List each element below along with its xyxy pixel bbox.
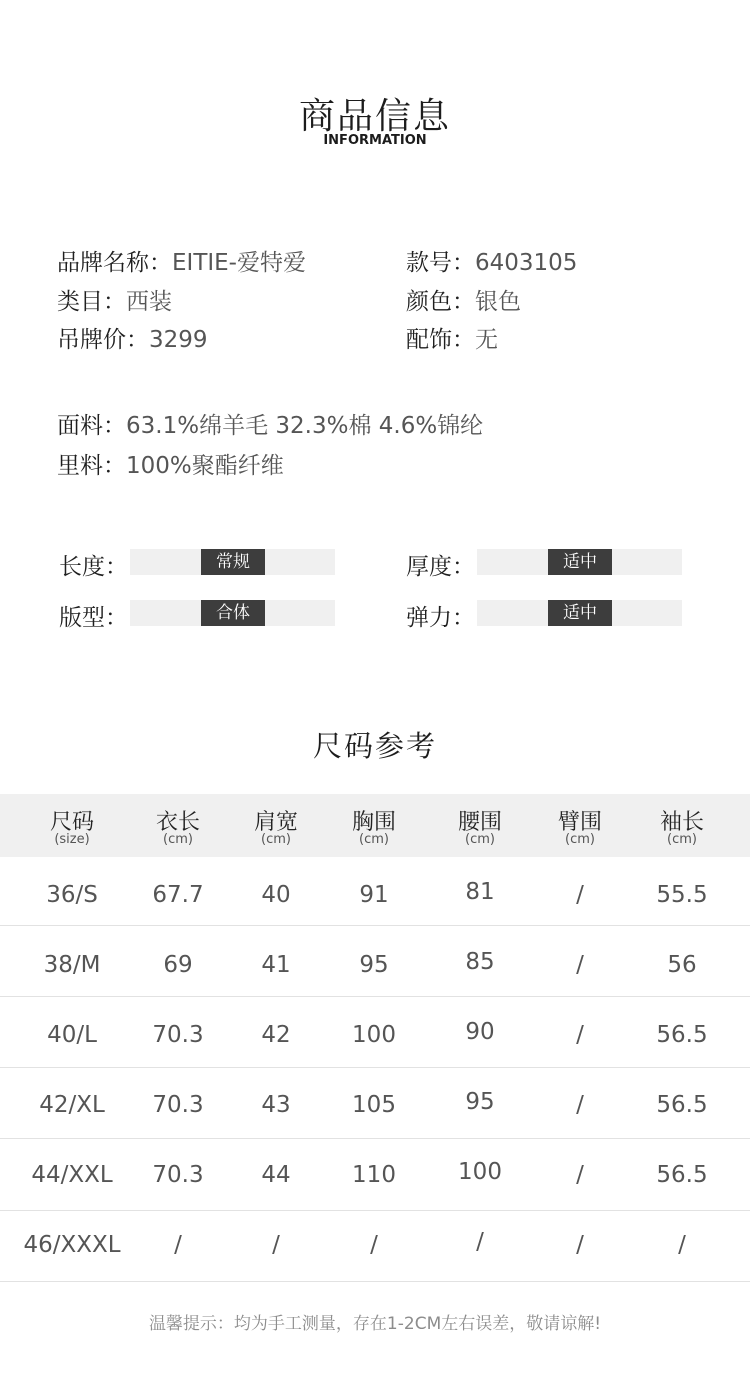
size-table-header (0, 794, 750, 857)
price-label: 吊牌价： (57, 327, 149, 353)
table-cell: / (576, 1232, 584, 1258)
table-cell: 44/XXL (31, 1162, 113, 1188)
length-scale (130, 549, 335, 575)
header-arm-unit: (cm) (565, 832, 595, 847)
fit-indicator: 合体 (201, 600, 265, 626)
accessory-value: 无 (475, 327, 498, 353)
table-cell: 42/XL (39, 1092, 105, 1118)
color-row (406, 283, 521, 316)
thickness-indicator: 适中 (548, 549, 612, 575)
fit-scale (130, 600, 335, 626)
table-cell: 67.7 (152, 882, 204, 908)
category-row (57, 283, 172, 316)
accessory-label: 配饰： (406, 327, 475, 353)
fabric-label: 面料： (57, 413, 126, 439)
table-cell: / (174, 1232, 182, 1258)
header-length-unit: (cm) (163, 832, 193, 847)
table-cell: 69 (163, 952, 193, 978)
table-cell: 42 (261, 1022, 291, 1048)
row-divider (0, 996, 750, 997)
table-cell: 90 (465, 1019, 495, 1045)
table-cell: 43 (261, 1092, 291, 1118)
page-subtitle: INFORMATION (323, 133, 427, 148)
style-number-label: 款号： (406, 250, 475, 276)
table-cell: 85 (465, 949, 495, 975)
style-number-row (406, 244, 577, 277)
table-cell: / (576, 1022, 584, 1048)
table-cell: 56.5 (656, 1162, 708, 1188)
accessory-row (406, 321, 498, 354)
style-number-value: 6403105 (475, 250, 578, 276)
header-chest-unit: (cm) (359, 832, 389, 847)
header-sleeve (632, 794, 732, 857)
brand-label: 品牌名称： (57, 250, 172, 276)
fabric-row (57, 407, 483, 440)
size-chart-title: 尺码参考 (312, 729, 437, 763)
lining-row (57, 447, 284, 480)
header-waist-label: 腰围 (457, 810, 502, 835)
table-cell: / (576, 1092, 584, 1118)
table-cell: 38/M (43, 952, 101, 978)
color-label: 颜色： (406, 289, 475, 315)
table-cell: 95 (359, 952, 389, 978)
table-cell: / (370, 1232, 378, 1258)
header-size-label: 尺码 (49, 810, 94, 835)
thickness-scale (477, 549, 682, 575)
row-divider (0, 925, 750, 926)
header-chest (324, 794, 424, 857)
table-cell: 41 (261, 952, 291, 978)
table-cell: / (678, 1232, 686, 1258)
row-divider (0, 1210, 750, 1211)
header-shoulder-label: 肩宽 (253, 810, 298, 835)
measurement-note: 温馨提示：均为手工测量，存在1-2CM左右误差，敬请谅解! (148, 1314, 602, 1334)
table-cell: 100 (352, 1022, 396, 1048)
header-arm (530, 794, 630, 857)
header-length (128, 794, 228, 857)
row-divider (0, 1281, 750, 1282)
color-value: 银色 (475, 289, 521, 315)
category-value: 西装 (126, 289, 172, 315)
page-title: 商品信息 (298, 96, 451, 137)
row-divider (0, 1138, 750, 1139)
table-cell: 55.5 (656, 882, 708, 908)
table-cell: / (576, 882, 584, 908)
header-sleeve-label: 袖长 (659, 810, 704, 835)
table-cell: 56 (667, 952, 697, 978)
table-cell: 44 (261, 1162, 291, 1188)
price-value: 3299 (149, 327, 208, 353)
elasticity-scale (477, 600, 682, 626)
table-cell: / (476, 1229, 484, 1255)
header-chest-label: 胸围 (351, 810, 396, 835)
header-arm-label: 臂围 (557, 810, 602, 835)
table-cell: 70.3 (152, 1022, 204, 1048)
table-cell: / (272, 1232, 280, 1258)
table-cell: 40 (261, 882, 291, 908)
header-size (22, 794, 122, 857)
table-cell: 56.5 (656, 1092, 708, 1118)
table-cell: 95 (465, 1089, 495, 1115)
table-cell: 110 (352, 1162, 396, 1188)
table-cell: 70.3 (152, 1092, 204, 1118)
table-cell: 81 (465, 879, 495, 905)
table-cell: / (576, 1162, 584, 1188)
table-cell: 91 (359, 882, 389, 908)
header-sleeve-unit: (cm) (667, 832, 697, 847)
header-waist-unit: (cm) (465, 832, 495, 847)
table-cell: 40/L (47, 1022, 97, 1048)
table-cell: 46/XXXL (23, 1232, 121, 1258)
brand-value: EITIE-爱特爱 (172, 250, 306, 276)
elasticity-label: 弹力： (406, 605, 475, 631)
table-cell: 70.3 (152, 1162, 204, 1188)
header-shoulder-unit: (cm) (261, 832, 291, 847)
fabric-value: 63.1%绵羊毛 32.3%棉 4.6%锦纶 (126, 413, 484, 439)
header-length-label: 衣长 (155, 810, 200, 835)
elasticity-indicator: 适中 (548, 600, 612, 626)
lining-value: 100%聚酯纤维 (126, 453, 284, 479)
length-label: 长度： (59, 554, 128, 580)
price-row (57, 321, 208, 354)
table-cell: / (576, 952, 584, 978)
table-cell: 105 (352, 1092, 396, 1118)
fit-label: 版型： (59, 605, 128, 631)
table-cell: 100 (458, 1159, 502, 1185)
lining-label: 里料： (57, 453, 126, 479)
header-size-unit: (size) (54, 832, 90, 847)
length-indicator: 常规 (201, 549, 265, 575)
table-cell: 56.5 (656, 1022, 708, 1048)
header-shoulder (226, 794, 326, 857)
category-label: 类目： (57, 289, 126, 315)
brand-row (57, 244, 306, 277)
table-cell: 36/S (46, 882, 98, 908)
row-divider (0, 1067, 750, 1068)
thickness-label: 厚度： (406, 554, 475, 580)
header-waist (430, 794, 530, 857)
